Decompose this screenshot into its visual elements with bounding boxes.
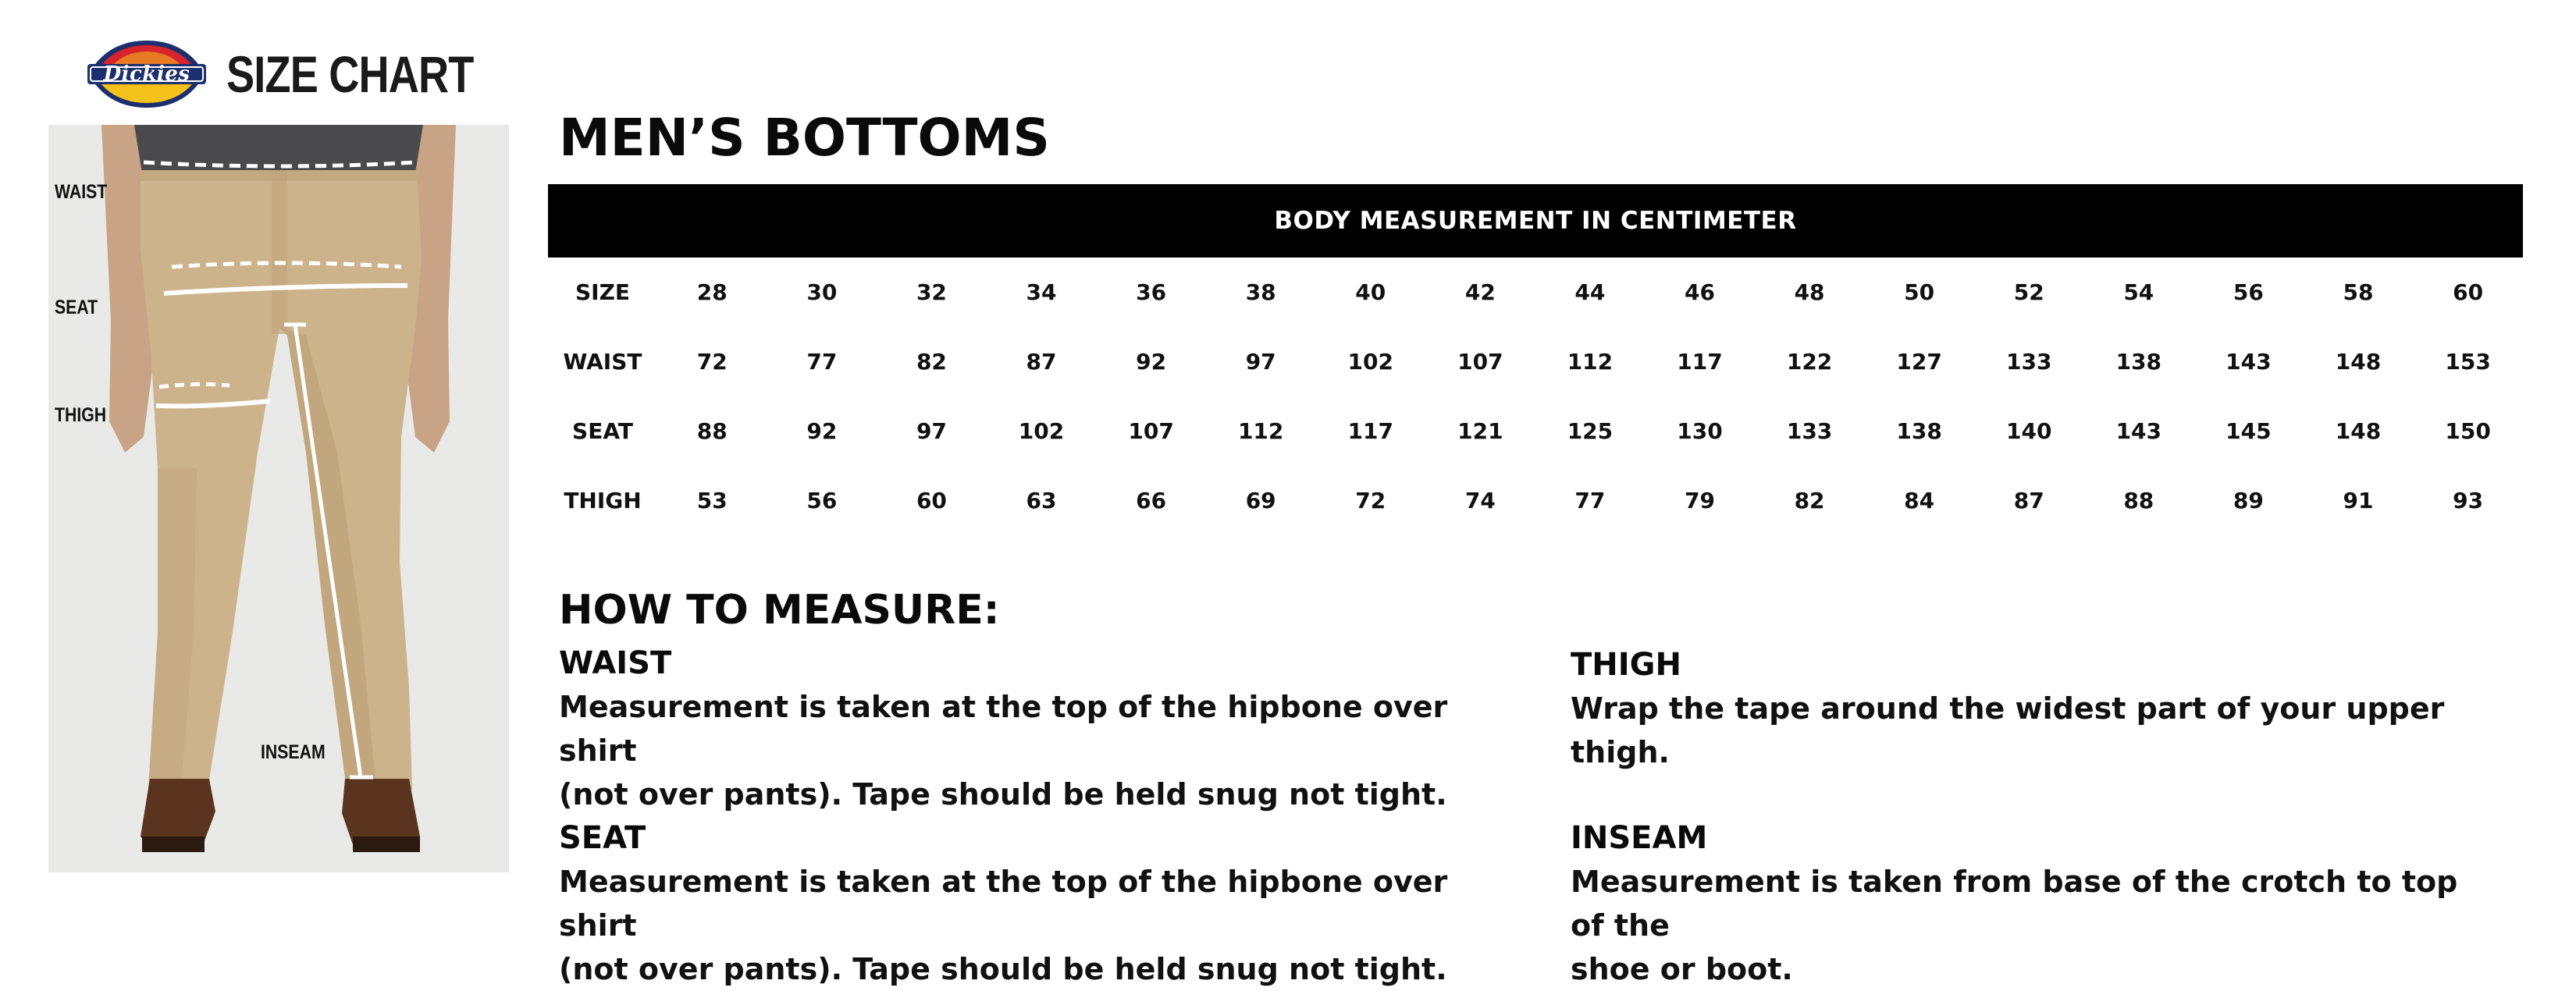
table-cell: 60 bbox=[916, 488, 947, 513]
table-cell: 46 bbox=[1685, 279, 1715, 305]
table-cell: 82 bbox=[1794, 488, 1825, 513]
table-cell: 92 bbox=[1136, 349, 1167, 375]
header bbox=[84, 31, 528, 117]
table-row-size bbox=[548, 258, 2523, 327]
table-cell: 125 bbox=[1567, 418, 1614, 444]
table-cell: 127 bbox=[1896, 349, 1942, 375]
table-cell: 44 bbox=[1574, 279, 1606, 305]
table-cell: 143 bbox=[2115, 418, 2162, 444]
table-cell: 89 bbox=[2233, 488, 2264, 513]
table-header: BODY MEASUREMENT IN CENTIMETER bbox=[548, 184, 2523, 258]
table-cell: 107 bbox=[1128, 418, 1174, 444]
table-cell: 97 bbox=[916, 418, 947, 444]
table-cell: 97 bbox=[1245, 349, 1276, 375]
page-title: SIZE CHART bbox=[226, 45, 474, 103]
size-table-body bbox=[548, 258, 2523, 535]
table-cell: 58 bbox=[2343, 279, 2374, 305]
table-cell: 52 bbox=[2013, 279, 2044, 305]
table-cell: 133 bbox=[1786, 418, 1833, 444]
waist-instruction-line1: Measurement is taken at the top of the hipbone over shirt bbox=[559, 690, 1448, 768]
inseam-instruction-text bbox=[1571, 860, 2492, 991]
table-cell: 138 bbox=[2115, 349, 2162, 375]
table-cell: 148 bbox=[2335, 349, 2382, 375]
thigh-label: THIGH bbox=[55, 404, 107, 426]
waist-instruction-line2: (not over pants). Tape should be held snug not tight. bbox=[559, 777, 1447, 812]
row-label: SIZE bbox=[575, 279, 630, 305]
table-cell: 50 bbox=[1904, 279, 1935, 305]
table-cell: 112 bbox=[1567, 349, 1614, 375]
inseam-instruction-title: INSEAM bbox=[1571, 820, 1708, 856]
table-cell: 82 bbox=[916, 349, 947, 375]
table-cell: 77 bbox=[806, 349, 838, 375]
table-cell: 117 bbox=[1677, 349, 1723, 375]
table-cell: 69 bbox=[1245, 488, 1276, 513]
table-cell: 72 bbox=[696, 349, 728, 375]
table-cell: 56 bbox=[2233, 279, 2264, 305]
table-cell: 28 bbox=[696, 279, 728, 305]
table-cell: 92 bbox=[806, 418, 838, 444]
thigh-instruction bbox=[1571, 646, 2492, 774]
inseam-instruction-line1: Measurement is taken from base of the crotch to top of the bbox=[1571, 865, 2458, 943]
table-cell: 121 bbox=[1457, 418, 1503, 444]
seat-instruction-title: SEAT bbox=[559, 820, 646, 856]
table-cell: 88 bbox=[696, 418, 728, 444]
inseam-instruction bbox=[1571, 819, 2492, 991]
table-cell: 102 bbox=[1018, 418, 1065, 444]
waist-label: WAIST bbox=[55, 181, 108, 203]
thigh-instruction-title: THIGH bbox=[1571, 647, 1681, 683]
table-cell: 102 bbox=[1347, 349, 1393, 375]
table-cell: 77 bbox=[1574, 488, 1606, 513]
row-label: SEAT bbox=[572, 418, 633, 444]
table-cell: 42 bbox=[1464, 279, 1496, 305]
seat-instruction bbox=[559, 819, 1480, 991]
thigh-instruction-text bbox=[1571, 687, 2492, 774]
table-cell: 66 bbox=[1136, 488, 1167, 513]
table-cell: 87 bbox=[2013, 488, 2044, 513]
table-cell: 122 bbox=[1786, 349, 1833, 375]
section-title: MEN’S BOTTOMS bbox=[559, 108, 1050, 168]
row-label: THIGH bbox=[564, 488, 642, 513]
table-cell: 56 bbox=[806, 488, 838, 513]
table-cell: 72 bbox=[1355, 488, 1386, 513]
table-cell: 32 bbox=[916, 279, 947, 305]
table-cell: 145 bbox=[2226, 418, 2272, 444]
inseam-label: INSEAM bbox=[261, 741, 326, 763]
table-cell: 53 bbox=[696, 488, 728, 513]
table-cell: 148 bbox=[2335, 418, 2382, 444]
thigh-instruction-line1: Wrap the tape around the widest part of your upper thigh. bbox=[1571, 691, 2445, 769]
table-cell: 93 bbox=[2453, 488, 2484, 513]
table-cell: 79 bbox=[1685, 488, 1715, 513]
inseam-instruction-line2: shoe or boot. bbox=[1571, 952, 1793, 986]
table-cell: 117 bbox=[1347, 418, 1393, 444]
dickies-logo bbox=[84, 37, 209, 111]
table-cell: 91 bbox=[2343, 488, 2374, 513]
table-cell: 112 bbox=[1237, 418, 1284, 444]
table-cell: 140 bbox=[2006, 418, 2052, 444]
table-cell: 150 bbox=[2445, 418, 2491, 444]
waist-instruction-text bbox=[559, 685, 1480, 816]
table-cell: 36 bbox=[1136, 279, 1167, 305]
table-cell: 54 bbox=[2123, 279, 2154, 305]
table-cell: 84 bbox=[1904, 488, 1935, 513]
table-row-thigh bbox=[548, 466, 2523, 535]
row-label: WAIST bbox=[563, 349, 642, 375]
table-cell: 48 bbox=[1794, 279, 1825, 305]
table-row-seat bbox=[548, 396, 2523, 466]
table-cell: 88 bbox=[2123, 488, 2154, 513]
table-cell: 40 bbox=[1355, 279, 1386, 305]
table-cell: 153 bbox=[2445, 349, 2491, 375]
table-cell: 107 bbox=[1457, 349, 1503, 375]
seat-label: SEAT bbox=[55, 297, 98, 318]
pants-photo bbox=[48, 125, 509, 872]
seat-instruction-line1: Measurement is taken at the top of the hipbone over shirt bbox=[559, 865, 1448, 943]
table-cell: 63 bbox=[1026, 488, 1057, 513]
table-cell: 143 bbox=[2226, 349, 2272, 375]
table-cell: 60 bbox=[2453, 279, 2484, 305]
seat-instruction-line2: (not over pants). Tape should be held snug not tight. bbox=[559, 952, 1447, 986]
waist-instruction bbox=[559, 645, 1480, 816]
waist-instruction-title: WAIST bbox=[559, 645, 672, 681]
table-cell: 133 bbox=[2006, 349, 2052, 375]
table-cell: 38 bbox=[1245, 279, 1276, 305]
seat-instruction-text bbox=[559, 860, 1480, 991]
logo-wordmark: Dickies bbox=[103, 62, 190, 86]
how-to-measure-title: HOW TO MEASURE: bbox=[559, 587, 1000, 634]
table-cell: 30 bbox=[806, 279, 838, 305]
table-cell: 87 bbox=[1026, 349, 1057, 375]
table-cell: 138 bbox=[1896, 418, 1942, 444]
size-table bbox=[548, 184, 2523, 535]
table-cell: 130 bbox=[1677, 418, 1723, 444]
table-row-waist bbox=[548, 327, 2523, 396]
table-cell: 34 bbox=[1026, 279, 1057, 305]
table-cell: 74 bbox=[1464, 488, 1496, 513]
